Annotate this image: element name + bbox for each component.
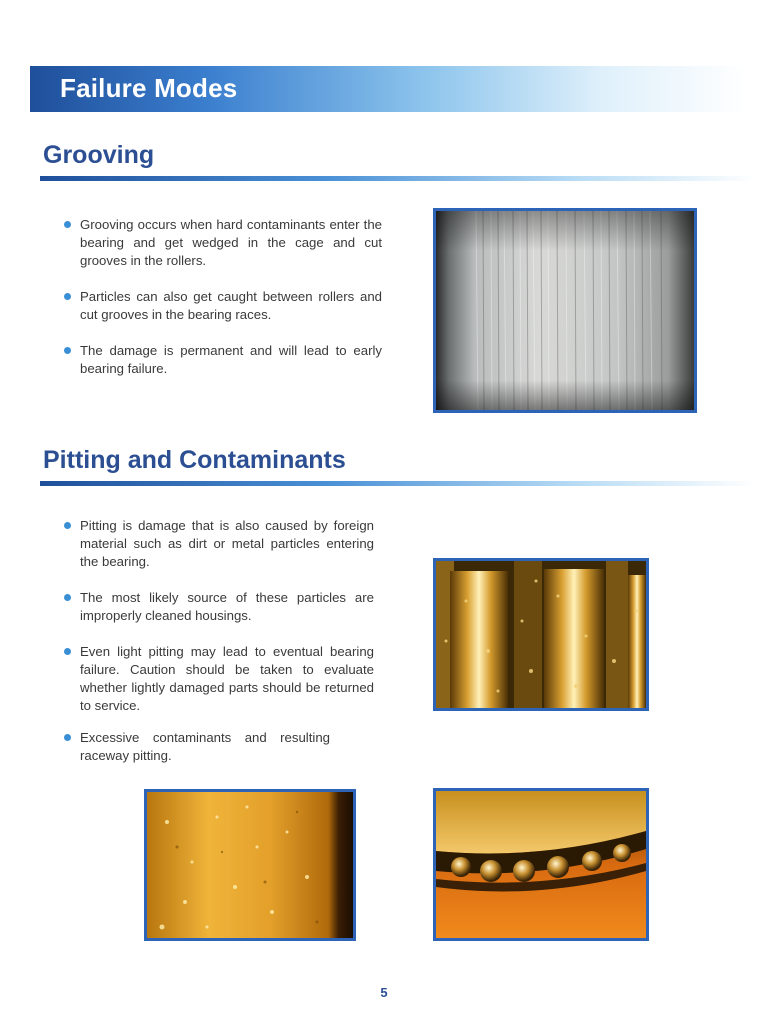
contaminated-bearing-photo: [433, 788, 649, 941]
list-item: Pitting is damage that is also caused by foreign material such as dirt or metal particles entering the bearing.: [62, 517, 374, 571]
pitting-rollers-photo: [433, 558, 649, 711]
bullet-icon: [64, 347, 71, 354]
bullet-icon: [64, 734, 71, 741]
bullet-icon: [64, 221, 71, 228]
list-item: The most likely source of these particles are improperly cleaned housings.: [62, 589, 374, 625]
list-item: Particles can also get caught between rollers and cut grooves in the bearing races.: [62, 288, 382, 324]
list-item: Even light pitting may lead to eventual bearing failure. Caution should be taken to evaluate whether lightly damaged parts should be returned to service.: [62, 643, 374, 715]
list-item: The damage is permanent and will lead to early bearing failure.: [62, 342, 382, 378]
section-title-grooving: Grooving: [43, 141, 155, 169]
bullet-icon: [64, 293, 71, 300]
pitting-bullet-list: [62, 517, 374, 765]
page-number: 5: [380, 985, 388, 1000]
bullet-icon: [64, 522, 71, 529]
pitted-raceway-photo: [144, 789, 356, 941]
grooving-roller-photo: [433, 208, 697, 413]
bullet-icon: [64, 648, 71, 655]
list-item: Grooving occurs when hard contaminants enter the bearing and get wedged in the cage and cut grooves in the rollers.: [62, 216, 382, 270]
section-title-pitting: Pitting and Contaminants: [43, 446, 346, 474]
section-divider: [40, 481, 756, 486]
list-item: Excessive contaminants and resulting raceway pitting.: [62, 729, 330, 765]
grooving-bullet-list: [62, 216, 382, 378]
page-header-band: [30, 66, 746, 112]
page-title: Failure Modes: [60, 73, 238, 103]
bullet-icon: [64, 594, 71, 601]
section-divider: [40, 176, 756, 181]
